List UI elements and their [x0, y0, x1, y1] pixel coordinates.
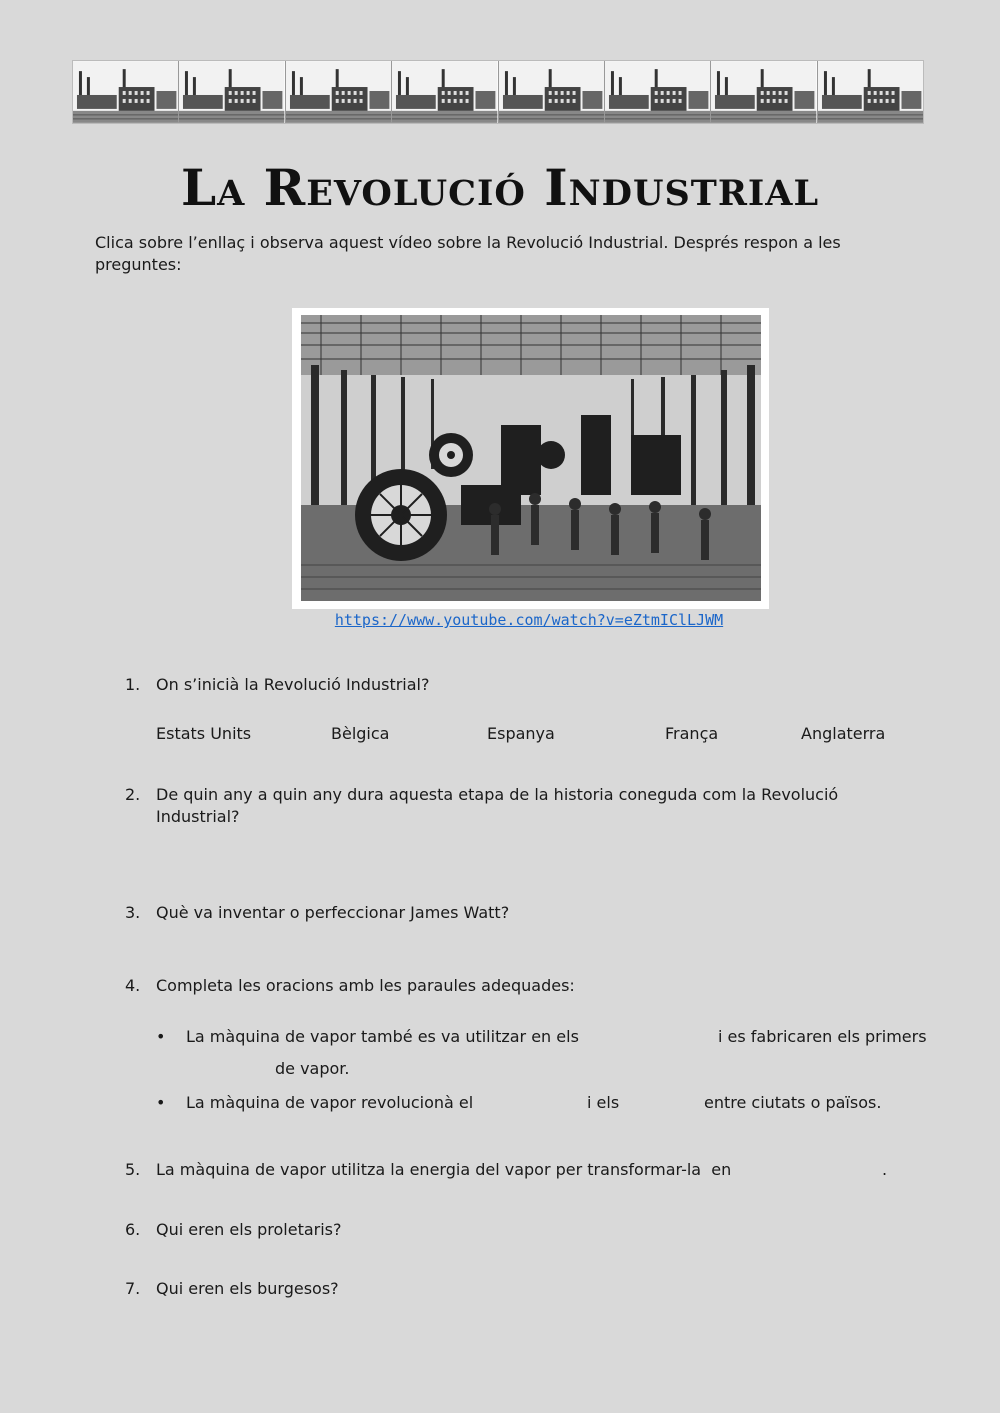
factory-icon — [818, 61, 923, 123]
intro-text: Clica sobre l’enllaç i observa aquest vídeo sobre la Revolució Industrial. Després respon a les preguntes: — [95, 233, 841, 274]
factory-banner-tile — [179, 61, 285, 123]
question-text: De quin any a quin any dura aquesta etapa de la historia coneguda com la Revolució Industrial? — [156, 785, 839, 826]
bullet-dot-icon: • — [156, 1027, 166, 1046]
factory-banner-tile — [711, 61, 817, 123]
factory-banner-tile — [286, 61, 392, 123]
page-title: La Revolució Industrial — [180, 158, 820, 217]
answer-option[interactable]: Bèlgica — [331, 724, 390, 743]
question-number: 6. — [125, 1220, 141, 1239]
sentence-part: La màquina de vapor revolucionà el — [186, 1093, 474, 1112]
factory-banner-tile — [605, 61, 711, 123]
factory-interior-image — [292, 308, 769, 609]
sentence-part: i els — [587, 1093, 620, 1112]
sentence-part: entre ciutats o països. — [704, 1093, 882, 1112]
question-number: 1. — [125, 675, 141, 694]
question-text: La màquina de vapor utilitza la energia del vapor per transformar-la en — [156, 1160, 732, 1179]
question-text: Qui eren els proletaris? — [156, 1220, 342, 1239]
sentence-part: i es fabricaren els primers — [718, 1027, 927, 1046]
question-number: 2. — [125, 785, 141, 804]
question-text: Què va inventar o perfeccionar James Watt? — [156, 903, 510, 922]
answer-option[interactable]: Anglaterra — [801, 724, 886, 743]
factory-banner-tile — [73, 61, 179, 123]
question-text: Completa les oracions amb les paraules adequades: — [156, 976, 575, 995]
factory-icon — [179, 61, 284, 123]
factory-icon — [605, 61, 710, 123]
factory-banner-tile — [499, 61, 605, 123]
question-text: Qui eren els burgesos? — [156, 1279, 339, 1298]
factory-icon — [392, 61, 497, 123]
question-number: 7. — [125, 1279, 141, 1298]
answer-option[interactable]: Estats Units — [156, 724, 252, 743]
sentence-part: de vapor. — [275, 1059, 350, 1078]
answer-option[interactable]: França — [665, 724, 719, 743]
factory-icon — [499, 61, 604, 123]
factory-banner-tile — [818, 61, 923, 123]
video-link[interactable]: https://www.youtube.com/watch?v=eZtmIClLJWM — [334, 611, 724, 629]
factory-icon — [73, 61, 178, 123]
answer-option[interactable]: Espanya — [487, 724, 555, 743]
question-number: 5. — [125, 1160, 141, 1179]
factory-banner-tile — [392, 61, 498, 123]
question-number: 3. — [125, 903, 141, 922]
factory-interior-icon — [301, 315, 761, 601]
question-number: 4. — [125, 976, 141, 995]
factory-banner — [72, 60, 924, 124]
bullet-dot-icon: • — [156, 1093, 166, 1112]
factory-icon — [711, 61, 816, 123]
factory-icon — [286, 61, 391, 123]
question-end-punctuation: . — [882, 1160, 888, 1179]
sentence-part: La màquina de vapor també es va utilitzar en els — [186, 1027, 579, 1046]
question-text: On s’inicià la Revolució Industrial? — [156, 675, 430, 694]
